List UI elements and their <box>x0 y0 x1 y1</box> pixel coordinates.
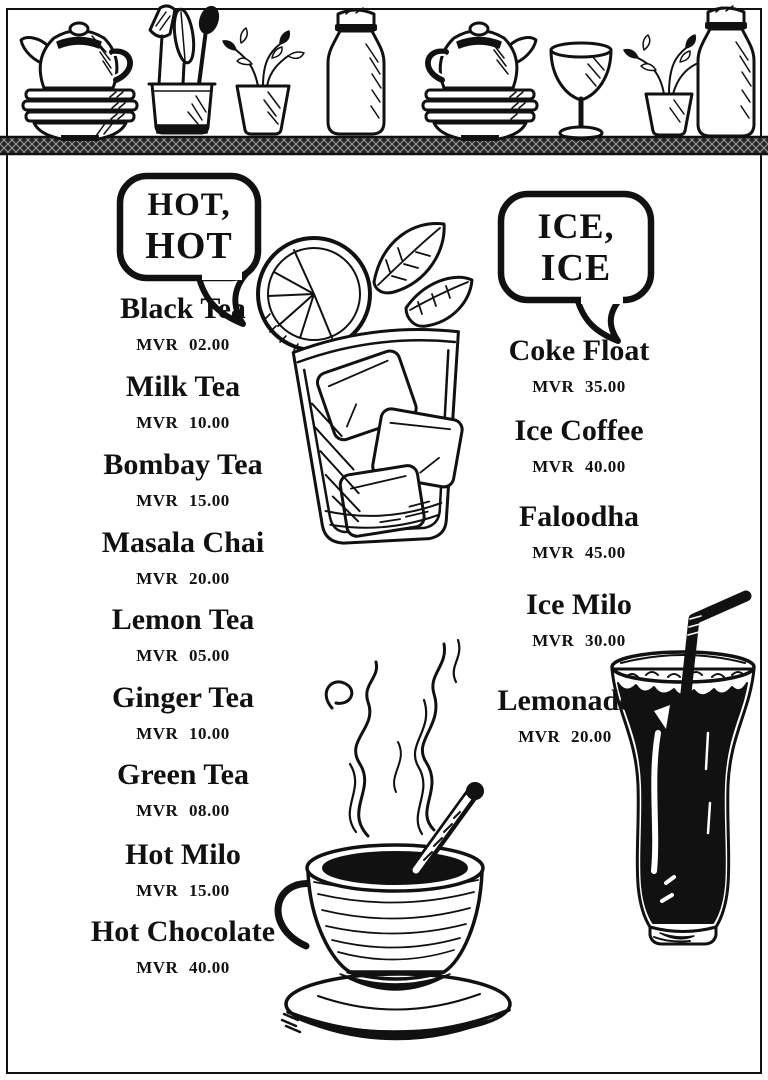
menu-item-coke-float <box>429 333 729 397</box>
menu-item-ice-milo <box>429 587 729 651</box>
item-price: MVR 35.00 <box>532 377 626 396</box>
item-name: Bombay Tea <box>103 448 263 481</box>
item-price: MVR 15.00 <box>136 491 230 510</box>
item-name: Black Tea <box>120 292 246 325</box>
item-name: Masala Chai <box>101 526 265 559</box>
item-name: Lemon Tea <box>111 603 255 636</box>
item-name: Milk Tea <box>125 370 241 403</box>
shelf-bar <box>0 137 768 154</box>
item-name: Ice Milo <box>526 588 632 621</box>
teapot-on-plates-icon <box>21 23 137 141</box>
item-name: Ice Coffee <box>514 414 644 447</box>
hot-section-title <box>120 186 258 268</box>
item-price: MVR 15.00 <box>136 881 230 900</box>
item-name: Green Tea <box>117 758 249 791</box>
hot-title-line1: HOT, <box>147 187 231 223</box>
item-name: Faloodha <box>518 500 640 533</box>
item-name: Hot Chocolate <box>90 915 276 948</box>
menu-item-masala-chai <box>33 525 333 589</box>
item-price: MVR 30.00 <box>532 631 626 650</box>
kitchen-shelf-illustration <box>0 0 768 158</box>
item-price: MVR 10.00 <box>136 724 230 743</box>
item-price: MVR 40.00 <box>532 457 626 476</box>
menu-item-hot-milo <box>33 837 333 901</box>
menu-item-lemonade <box>415 683 715 747</box>
menu-item-ginger-tea <box>33 680 333 744</box>
teapot-on-plates-icon <box>423 23 537 141</box>
item-price: MVR 20.00 <box>136 569 230 588</box>
ice-title-line2: ICE <box>540 247 612 289</box>
hot-title-line2: HOT <box>145 225 233 267</box>
item-price: MVR 02.00 <box>136 335 230 354</box>
ice-title-line1: ICE, <box>537 206 615 246</box>
wine-glass-icon <box>551 43 611 139</box>
item-price: MVR 40.00 <box>136 958 230 977</box>
item-name: Coke Float <box>508 334 650 367</box>
menu-item-hot-chocolate <box>33 914 333 978</box>
potted-plant-icon <box>223 28 304 134</box>
item-price: MVR 45.00 <box>532 543 626 562</box>
item-name: Ginger Tea <box>112 681 254 714</box>
menu-item-black-tea <box>33 291 333 355</box>
menu-item-lemon-tea <box>33 602 333 666</box>
utensil-cup-icon <box>149 5 221 133</box>
item-price: MVR 08.00 <box>136 801 230 820</box>
menu-item-green-tea <box>33 757 333 821</box>
menu-item-bombay-tea <box>33 447 333 511</box>
item-price: MVR 05.00 <box>136 646 230 665</box>
menu-item-faloodha <box>429 499 729 563</box>
milk-bottle-icon <box>328 8 384 134</box>
ice-section-title <box>501 206 651 290</box>
menu-item-ice-coffee <box>429 413 729 477</box>
item-price: MVR 10.00 <box>136 413 230 432</box>
item-name: Lemonade <box>497 684 633 717</box>
item-name: Hot Milo <box>125 838 241 871</box>
menu-item-milk-tea <box>33 369 333 433</box>
milk-bottle-icon <box>698 6 754 136</box>
item-price: MVR 20.00 <box>518 727 612 746</box>
